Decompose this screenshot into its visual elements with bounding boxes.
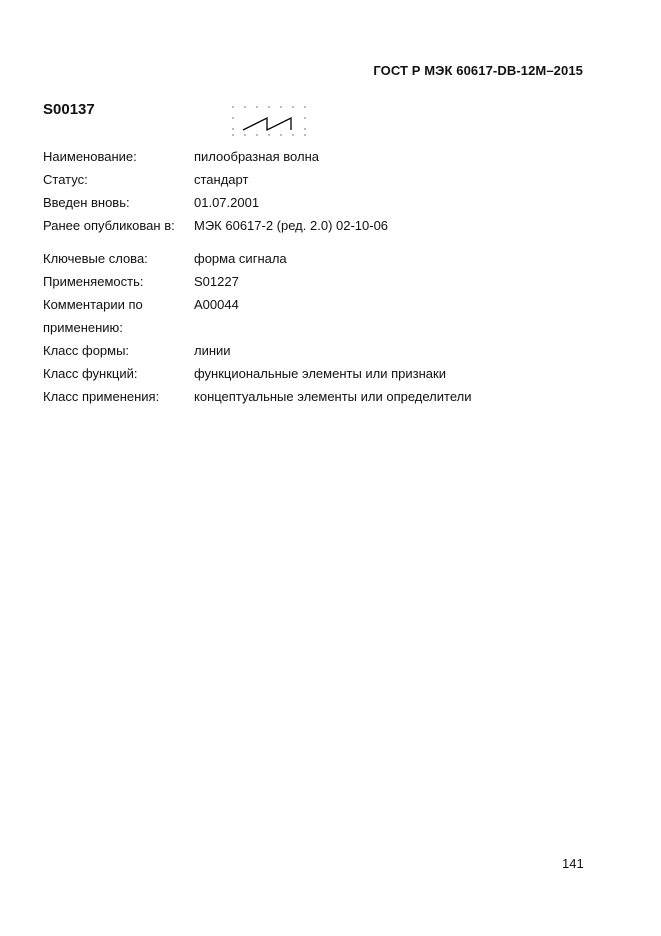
field-label-continuation: применению:: [43, 320, 123, 335]
field-row-name: [43, 148, 603, 165]
field-label: Комментарии по: [43, 297, 143, 312]
field-row-introduced: [43, 194, 603, 211]
field-row-shape-class: [43, 342, 603, 359]
field-value: пилообразная волна: [194, 149, 319, 164]
field-label: Класс функций:: [43, 366, 138, 381]
field-label: Применяемость:: [43, 274, 144, 289]
field-row-published: [43, 217, 603, 234]
field-value: S01227: [194, 274, 239, 289]
field-label: Наименование:: [43, 149, 137, 164]
field-value: стандарт: [194, 172, 249, 187]
field-label: Введен вновь:: [43, 195, 130, 210]
field-row-application-class: [43, 388, 603, 405]
field-value: МЭК 60617-2 (ред. 2.0) 02-10-06: [194, 218, 389, 233]
sawtooth-wave-icon: [229, 104, 309, 138]
field-value: концептуальные элементы или определители: [194, 389, 472, 404]
field-row-status: [43, 171, 603, 188]
field-value: линии: [194, 343, 231, 358]
field-label: Ключевые слова:: [43, 251, 148, 266]
field-label: Статус:: [43, 172, 88, 187]
page-number: 141: [562, 856, 584, 871]
symbol-code: S00137: [43, 101, 95, 118]
field-row-comments-cont: [43, 319, 603, 336]
field-row-function-class: [43, 365, 603, 382]
field-label: Класс формы:: [43, 343, 130, 358]
field-row-comments: [43, 296, 603, 313]
standard-designation: ГОСТ Р МЭК 60617-DB-12M–2015: [373, 63, 583, 78]
field-row-applicability: [43, 273, 603, 290]
field-value: функциональные элементы или признаки: [194, 366, 446, 381]
field-row-keywords: [43, 250, 603, 267]
field-value: 01.07.2001: [194, 195, 260, 210]
field-value: A00044: [194, 297, 239, 312]
field-label: Класс применения:: [43, 389, 160, 404]
field-label: Ранее опубликован в:: [43, 218, 175, 233]
field-value: форма сигнала: [194, 251, 287, 266]
